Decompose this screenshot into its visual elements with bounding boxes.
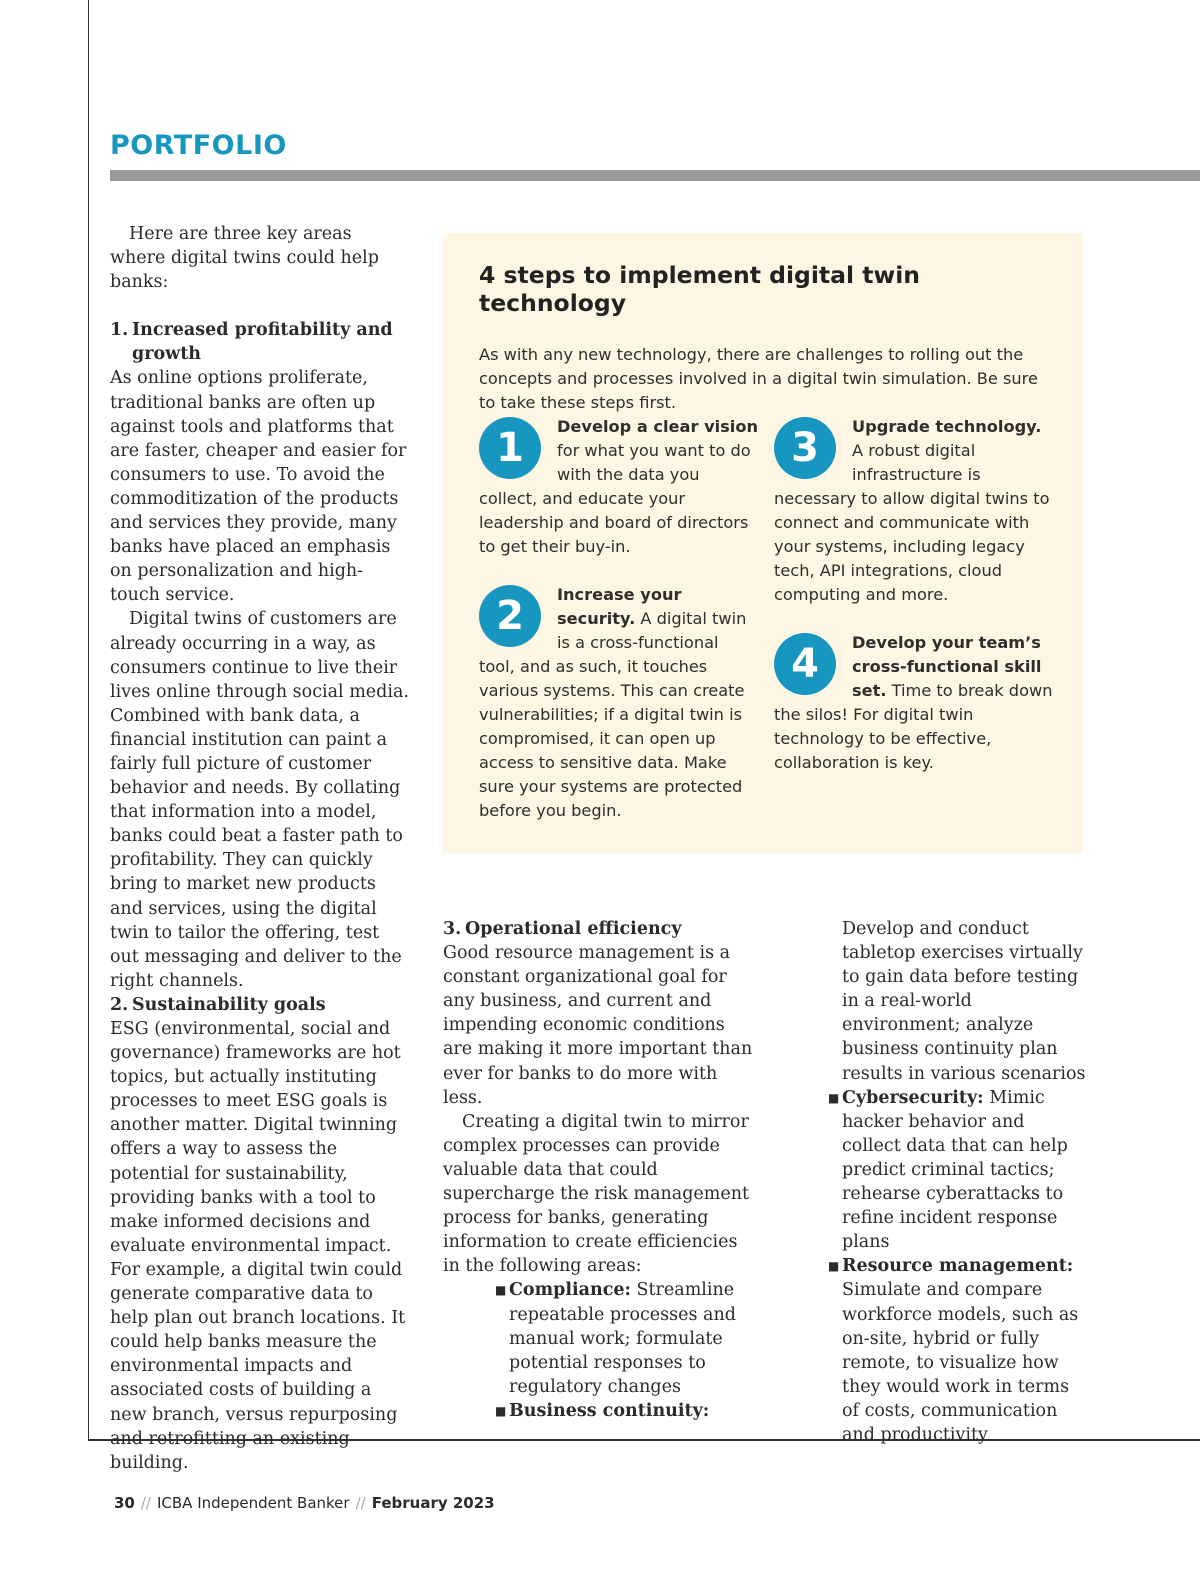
section-rule	[110, 170, 1200, 181]
page-number: 30	[114, 1494, 135, 1512]
publication-name: ICBA Independent Banker	[156, 1494, 350, 1512]
item-2-heading	[110, 993, 410, 1017]
bullet-compliance-text: Streamline repeatable processes and manual work; formulate potential responses to regulatory changes	[509, 1280, 736, 1397]
business-continuity-continued: Develop and conduct tabletop exercises virtually to gain data before testing in a real-world environment; analyze business continuity plan results in various scenarios	[842, 919, 1086, 1084]
item-3-number: 3.	[443, 919, 462, 939]
step-1-text: for what you want to do with the data you collect, and educate your leadership and board of directors to get their buy-in.	[479, 441, 751, 556]
sidebar-intro: As with any new technology, there are challenges to rolling out the concepts and processes involved in a digital twin simulation. Be sure to take these steps first.	[479, 345, 1038, 412]
column-3	[828, 917, 1088, 1447]
bullet-business-continuity-label: Business continuity:	[509, 1400, 710, 1421]
item-3-paragraph-1: Good resource management is a constant organizational goal for any business, and current and impending economic conditions are making it more important than ever for banks to do more with less.	[443, 943, 753, 1108]
step-3-text: A robust digital infrastructure is necessary to allow digital twins to connect and communicate with your systems, including legacy tech, API integrations, cloud computing and more.	[774, 441, 1050, 604]
column-2	[443, 917, 753, 1423]
bullet-cybersecurity-text: Mimic hacker behavior and collect data that can help predict criminal tactics; rehearse cyberattacks to refine incident response plans	[842, 1087, 1068, 1253]
bullet-cybersecurity-label: Cybersecurity:	[842, 1087, 984, 1108]
step-1-heading: Develop a clear vision	[557, 417, 758, 436]
step-1	[479, 415, 759, 559]
item-1-title: Increased profitability and growth	[132, 320, 393, 365]
bullet-square-icon: ■	[495, 1283, 507, 1298]
item-1-paragraph-2: Digital twins of customers are already occurring in a way, as consumers continue to live their lives online through social media. Combined with bank data, a financial institution can paint a fairly full picture of customer behavior and needs. By collating that information into a model, banks could beat a faster path to profitability. They can quickly bring to market new products and services, using the digital twin to tailor the offering, test out messaging and deliver to the right channels.	[110, 609, 409, 991]
bullet-business-continuity	[495, 1399, 753, 1423]
step-4-heading: Develop your team’s cross-functional skill set.	[852, 633, 1042, 700]
step-2-heading: Increase your security.	[557, 585, 682, 628]
item-2-title: Sustainability goals	[132, 994, 326, 1015]
step-4	[774, 631, 1054, 775]
section-label: PORTFOLIO	[110, 130, 287, 161]
bullet-square-icon: ■	[828, 1259, 840, 1274]
step-4-number-badge: 4	[774, 633, 836, 695]
bullet-compliance	[495, 1278, 753, 1398]
sidebar-title: 4 steps to implement digital twin technology	[479, 261, 920, 317]
bullet-resource-management-label: Resource management:	[842, 1256, 1074, 1277]
bullet-cybersecurity	[828, 1086, 1088, 1255]
page-frame-left	[88, 0, 89, 1440]
sidebar-box	[443, 233, 1083, 853]
page-footer	[114, 1494, 495, 1512]
step-3-number-badge: 3	[774, 417, 836, 479]
bullet-square-icon: ■	[495, 1403, 507, 1418]
step-3	[774, 415, 1054, 607]
issue-date: February 2023	[371, 1494, 495, 1512]
bullet-square-icon: ■	[828, 1090, 840, 1105]
item-3-heading	[443, 917, 753, 941]
footer-separator: //	[355, 1494, 366, 1512]
bullet-resource-management-text: Simulate and compare workforce models, such as on-site, hybrid or fully remote, to visualize how they would work in terms of costs, communication and productivity	[842, 1280, 1079, 1445]
bullet-compliance-label: Compliance:	[509, 1280, 631, 1301]
column-1	[110, 222, 410, 1475]
step-2-number-badge: 2	[479, 585, 541, 647]
step-3-heading: Upgrade technology.	[852, 417, 1042, 436]
step-2	[479, 583, 759, 823]
item-2-paragraph-1: ESG (environmental, social and governance) frameworks are hot topics, but actually instituting processes to meet ESG goals is another matter. Digital twinning offers a way to assess the potential for sustainability, providing banks with a tool to make informed decisions and evaluate environmental impact. For example, a digital twin could generate comparative data to help plan out branch locations. It could help banks measure the environmental impacts and associated costs of building a new branch, versus repurposing and retrofitting an existing building.	[110, 1019, 406, 1473]
item-2-number: 2.	[110, 994, 129, 1015]
footer-separator: //	[140, 1494, 151, 1512]
item-1-number: 1.	[110, 320, 129, 341]
item-3-title: Operational efficiency	[465, 919, 682, 939]
item-1-heading	[110, 318, 410, 366]
bullet-resource-management	[828, 1254, 1088, 1447]
step-4-text: Time to break down the silos! For digital twin technology to be effective, collaboration is key.	[774, 681, 1053, 772]
intro-paragraph: Here are three key areas where digital twins could help banks:	[110, 224, 379, 293]
step-1-number-badge: 1	[479, 417, 541, 479]
item-3-paragraph-2: Creating a digital twin to mirror complex processes can provide valuable data that could supercharge the risk management process for banks, generating information to create efficiencies in the following areas:	[443, 1111, 750, 1277]
step-2-text: A digital twin is a cross-functional tool, and as such, it touches various systems. This can create vulnerabilities; if a digital twin is compromised, it can open up access to sensitive data. Make sure your systems are protected before you begin.	[479, 609, 747, 820]
item-1-paragraph-1: As online options proliferate, traditional banks are often up against tools and platforms that are faster, cheaper and easier for consumers to use. To avoid the commoditization of the products and services they provide, many banks have placed an emphasis on personalization and high-touch service.	[110, 368, 407, 606]
